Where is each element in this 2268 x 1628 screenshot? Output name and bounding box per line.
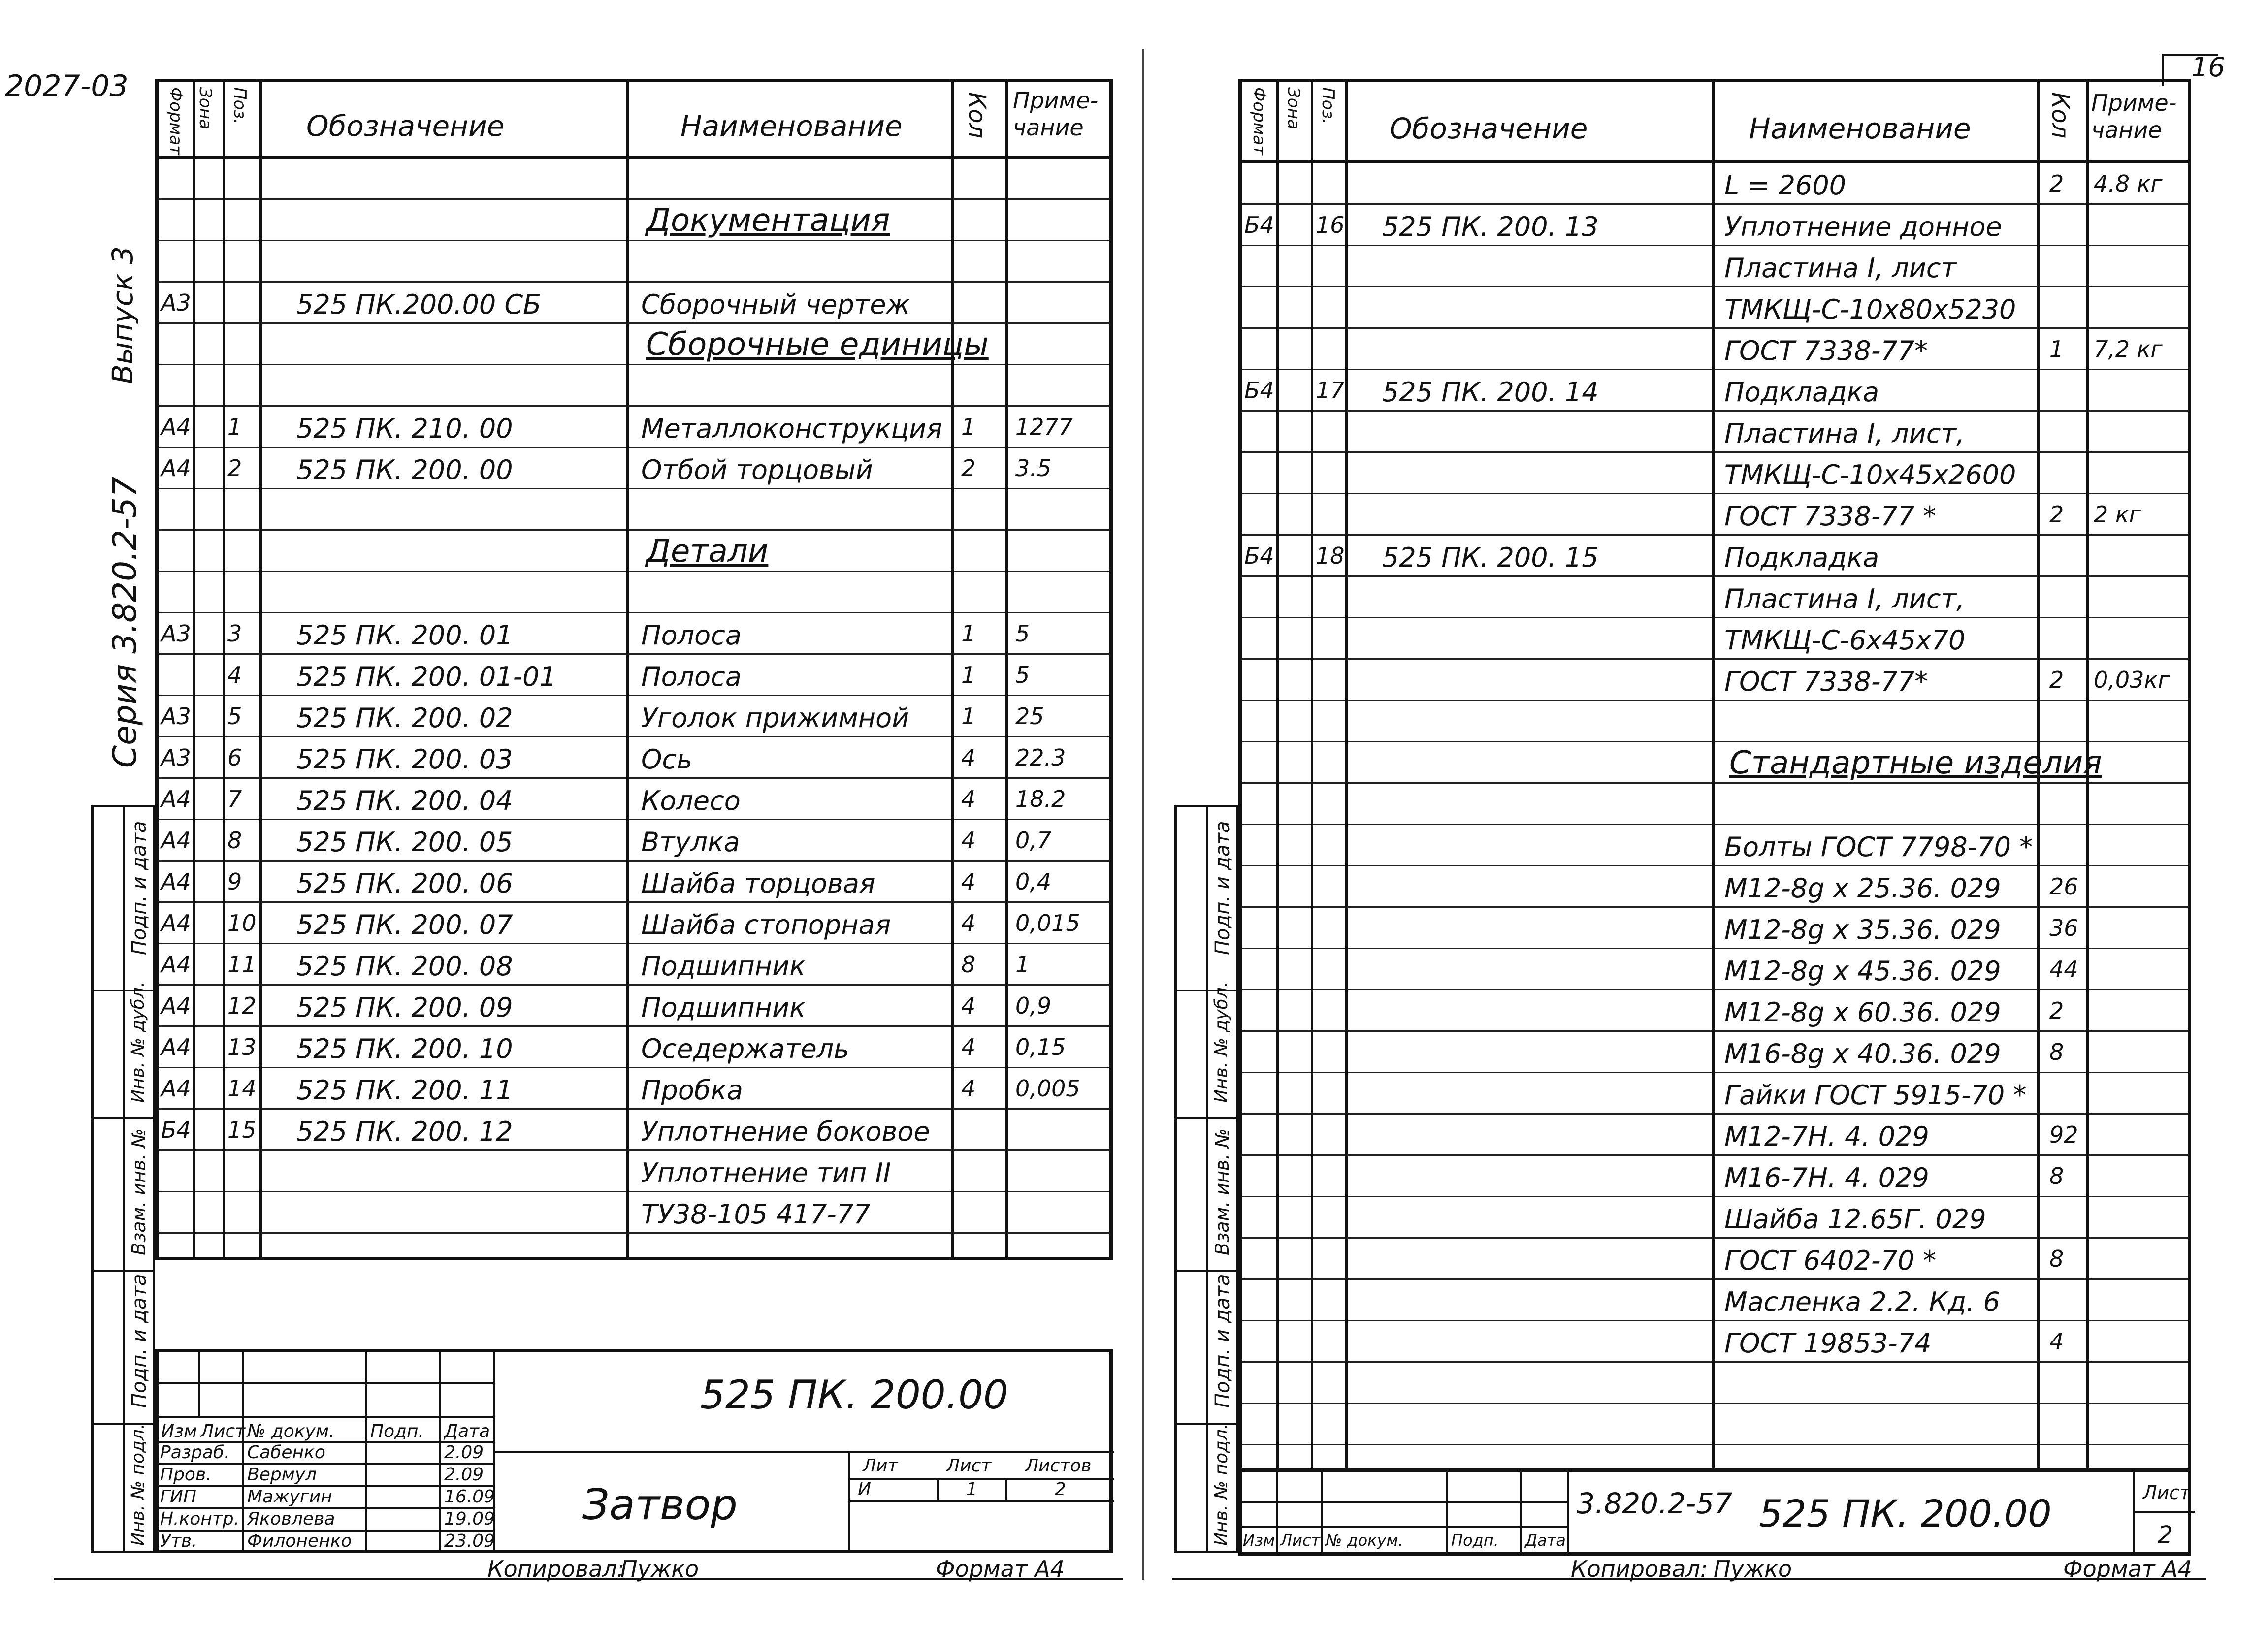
- r-hdr-qty: Кол: [2046, 92, 2074, 139]
- hdr-name: Наименование: [680, 109, 903, 143]
- left-cell-pos: 15: [227, 1117, 257, 1143]
- left-cell-note: 0,005: [1015, 1075, 1080, 1102]
- left-cell-format: А4: [161, 951, 191, 978]
- tb-role-date: 19.09: [444, 1509, 495, 1529]
- right-cell-qty: 8: [2049, 1245, 2064, 1272]
- right-cell-qty: 2: [2049, 997, 2064, 1024]
- left-cell-note: 5: [1015, 662, 1030, 688]
- rt-doc-code: 525 ПК. 200.00: [1759, 1492, 2052, 1535]
- right-row-line: [1242, 246, 2188, 287]
- right-cell-name: ГОСТ 19853-74: [1724, 1328, 1932, 1359]
- right-cell-name: Уплотнение донное: [1724, 211, 2002, 242]
- left-cell-designation: 525 ПК. 200. 05: [296, 827, 513, 858]
- left-cell-pos: 11: [227, 951, 257, 978]
- left-cell-designation: 525 ПК.200.00 СБ: [296, 289, 542, 320]
- left-cell-qty: 4: [961, 744, 976, 771]
- right-row-line: [1242, 577, 2188, 618]
- left-cell-pos: 9: [227, 868, 242, 895]
- right-spec-table: [1238, 79, 2191, 1472]
- right-cell-qty: 92: [2049, 1121, 2078, 1148]
- left-cell-qty: 1: [961, 703, 976, 730]
- right-cell-name: Пластина I, лист,: [1724, 583, 1965, 614]
- r-stamp-podp-data-1: Подп. и дата: [1211, 821, 1234, 955]
- tb-sheet-value: 1: [966, 1479, 977, 1500]
- right-cell-name: М16-7Н. 4. 029: [1724, 1162, 1929, 1193]
- left-cell-format: Б4: [161, 1117, 191, 1143]
- left-cell-qty: 4: [961, 992, 976, 1019]
- left-row-line: [159, 200, 1109, 241]
- left-cell-name: Втулка: [641, 827, 740, 858]
- left-cell-format: А3: [161, 289, 191, 316]
- right-cell-qty: 4: [2049, 1328, 2064, 1355]
- right-cell-designation: 525 ПК. 200. 14: [1382, 377, 1599, 408]
- right-footer-copier: Пужко: [1714, 1556, 1792, 1582]
- right-cell-qty: 26: [2049, 873, 2078, 900]
- left-footer-format: Формат А4: [936, 1556, 1065, 1582]
- right-row-line: [1242, 287, 2188, 329]
- left-cell-designation: 525 ПК. 200. 11: [296, 1075, 513, 1106]
- r-hdr-pos: Поз.: [1318, 87, 1338, 125]
- right-row-line: [1242, 949, 2188, 990]
- right-cell-note: 2 кг: [2094, 501, 2141, 528]
- left-cell-qty: 2: [961, 455, 976, 481]
- tb-role-name: Вермул: [247, 1465, 317, 1485]
- right-row-line: [1242, 1239, 2188, 1280]
- right-cell-format: Б4: [1244, 377, 1274, 404]
- tb-role-role: Утв.: [160, 1531, 197, 1551]
- left-cell-name: Колесо: [641, 785, 741, 816]
- right-cell-name: М12-8g x 25.36. 029: [1724, 873, 2001, 904]
- left-cell-format: А3: [161, 744, 191, 771]
- tb-role-role: Н.контр.: [160, 1509, 240, 1529]
- hdr-zone: Зона: [195, 87, 215, 129]
- stamp-inv-podl: Инв. № подл.: [128, 1423, 148, 1546]
- right-row-line: [1242, 412, 2188, 453]
- left-cell-designation: 525 ПК. 200. 10: [296, 1033, 513, 1064]
- left-cell-name: Пробка: [641, 1075, 743, 1106]
- left-cell-name: Уплотнение тип II: [641, 1157, 891, 1188]
- r-hdr-name: Наименование: [1749, 112, 1971, 145]
- left-cell-name: Уплотнение боковое: [641, 1116, 930, 1147]
- right-cell-format: Б4: [1244, 543, 1274, 569]
- right-cell-qty: 2: [2049, 170, 2064, 197]
- tb-product-name: Затвор: [582, 1480, 738, 1530]
- left-cell-pos: 14: [227, 1075, 257, 1102]
- right-cell-name: М16-8g x 40.36. 029: [1724, 1038, 2001, 1069]
- issue-label: Выпуск 3: [106, 246, 139, 384]
- right-row-line: [1242, 329, 2188, 370]
- left-cell-name: Полоса: [641, 661, 742, 692]
- tb-role-role: ГИП: [160, 1487, 197, 1507]
- left-cell-name: Подшипник: [641, 951, 806, 982]
- left-cell-name: Сборочный чертеж: [641, 289, 910, 320]
- left-row-line: [159, 572, 1109, 613]
- right-cell-pos: 18: [1316, 543, 1345, 569]
- right-cell-name: Болты ГОСТ 7798-70 *: [1724, 831, 2033, 862]
- stamp-podp-data-1: Подп. и дата: [128, 821, 151, 955]
- right-row-line: [1242, 784, 2188, 825]
- rt-col-data: Дата: [1525, 1531, 1566, 1550]
- rt-col-izm: Изм: [1243, 1531, 1275, 1550]
- left-cell-format: А4: [161, 414, 191, 440]
- left-cell-name: Детали: [646, 533, 769, 570]
- right-cell-pos: 16: [1316, 212, 1345, 238]
- r-hdr-format: Формат: [1249, 87, 1269, 155]
- right-cell-qty: 44: [2049, 956, 2078, 983]
- rt-sheet-value: 2: [2158, 1521, 2173, 1549]
- right-row-line: [1242, 1197, 2188, 1239]
- r-hdr-designation: Обозначение: [1390, 112, 1588, 145]
- right-row-line: [1242, 618, 2188, 660]
- right-row-line: [1242, 866, 2188, 908]
- rt-col-list: Лист: [1280, 1531, 1321, 1550]
- left-cell-name: Документация: [646, 202, 890, 239]
- left-cell-note: 0,9: [1015, 992, 1052, 1019]
- left-cell-name: Полоса: [641, 620, 742, 651]
- tb-role-role: Пров.: [160, 1465, 212, 1485]
- left-cell-pos: 8: [227, 827, 242, 854]
- right-row-line: [1242, 990, 2188, 1032]
- rt-col-podp: Подп.: [1451, 1531, 1499, 1550]
- right-cell-name: ТМКЩ-С-6x45x70: [1724, 625, 1966, 656]
- tb-role-name: Сабенко: [247, 1442, 325, 1463]
- right-cell-format: Б4: [1244, 212, 1274, 238]
- rt-series: 3.820.2-57: [1577, 1487, 1733, 1520]
- right-row-line: [1242, 1404, 2188, 1445]
- left-cell-pos: 6: [227, 744, 242, 771]
- right-cell-pos: 17: [1316, 377, 1345, 404]
- left-cell-format: А4: [161, 992, 191, 1019]
- tb-col-data: Дата: [444, 1421, 490, 1441]
- left-cell-format: А4: [161, 786, 191, 812]
- left-cell-note: 1277: [1015, 414, 1073, 440]
- left-footer-copied: Копировал:: [487, 1556, 625, 1582]
- hdr-designation: Обозначение: [306, 109, 505, 143]
- left-cell-pos: 1: [227, 414, 242, 440]
- left-cell-name: ТУ38-105 417-77: [641, 1199, 871, 1230]
- left-cell-note: 3.5: [1015, 455, 1052, 481]
- right-cell-qty: 2: [2049, 667, 2064, 693]
- right-cell-name: ГОСТ 7338-77*: [1724, 666, 1928, 697]
- left-cell-designation: 525 ПК. 200. 00: [296, 454, 513, 485]
- right-cell-name: М12-8g x 35.36. 029: [1724, 914, 2001, 945]
- right-cell-name: Пластина I, лист,: [1724, 418, 1965, 449]
- left-cell-note: 0,015: [1015, 910, 1080, 936]
- left-cell-pos: 2: [227, 455, 242, 481]
- right-cell-name: Подкладка: [1724, 542, 1879, 573]
- left-cell-qty: 1: [961, 620, 976, 647]
- right-cell-name: ТМКЩ-С-10x80x5230: [1724, 294, 2016, 325]
- left-cell-designation: 525 ПК. 200. 04: [296, 785, 513, 816]
- left-cell-name: Подшипник: [641, 992, 806, 1023]
- right-cell-name: Шайба 12.65Г. 029: [1724, 1204, 1986, 1235]
- corner-code: 2027-03: [5, 69, 129, 103]
- left-cell-designation: 525 ПК. 200. 06: [296, 868, 513, 899]
- r-hdr-note: Приме- чание: [2091, 90, 2177, 144]
- left-cell-designation: 525 ПК. 200. 01: [296, 620, 513, 651]
- right-cell-name: Масленка 2.2. Кд. 6: [1724, 1286, 2000, 1317]
- right-cell-note: 7,2 кг: [2094, 336, 2163, 362]
- right-row-line: [1242, 453, 2188, 494]
- left-cell-designation: 525 ПК. 200. 01-01: [296, 661, 556, 692]
- r-stamp-inv-dubl: Инв. № дубл.: [1211, 981, 1231, 1103]
- left-cell-pos: 5: [227, 703, 242, 730]
- left-cell-qty: 4: [961, 827, 976, 854]
- left-footer-copier: Пужко: [620, 1556, 699, 1582]
- right-cell-name: М12-7Н. 4. 029: [1724, 1121, 1929, 1152]
- left-cell-designation: 525 ПК. 210. 00: [296, 413, 513, 444]
- left-cell-qty: 4: [961, 786, 976, 812]
- right-row-line: [1242, 1280, 2188, 1321]
- left-cell-qty: 4: [961, 1075, 976, 1102]
- right-row-line: [1242, 494, 2188, 536]
- left-cell-name: Ось: [641, 744, 693, 775]
- left-cell-note: 18.2: [1015, 786, 1066, 812]
- left-cell-name: Шайба торцовая: [641, 868, 875, 899]
- tb-role-date: 16.09: [444, 1487, 495, 1507]
- tb-lit-value: И: [858, 1479, 871, 1500]
- tb-role-name: Мажугин: [247, 1487, 332, 1507]
- right-cell-name: Гайки ГОСТ 5915-70 *: [1724, 1080, 2027, 1111]
- tb-role-name: Филоненко: [247, 1531, 352, 1551]
- left-row-line: [159, 365, 1109, 407]
- left-cell-designation: 525 ПК. 200. 09: [296, 992, 513, 1023]
- right-row-line: [1242, 1156, 2188, 1197]
- tb-doc-code: 525 ПК. 200.00: [700, 1372, 1008, 1418]
- left-cell-format: А3: [161, 620, 191, 647]
- left-row-line: [159, 1151, 1109, 1192]
- right-footer-format: Формат А4: [2063, 1556, 2192, 1582]
- right-row-line: [1242, 1032, 2188, 1073]
- tb-role-date: 23.09: [444, 1531, 495, 1551]
- left-cell-qty: 4: [961, 868, 976, 895]
- right-cell-qty: 2: [2049, 501, 2064, 528]
- r-stamp-podp-data-2: Подп. и дата: [1211, 1274, 1234, 1408]
- left-row-line: [159, 1192, 1109, 1234]
- right-side-stamps: [1174, 805, 1238, 1553]
- left-cell-designation: 525 ПК. 200. 02: [296, 702, 513, 734]
- right-row-line: [1242, 163, 2188, 205]
- right-footer-copied: Копировал:: [1571, 1556, 1708, 1582]
- left-cell-name: Металлоконструкция: [641, 413, 942, 444]
- fold-line: [1142, 49, 1144, 1580]
- right-row-line: [1242, 1321, 2188, 1363]
- right-row-line: [1242, 1073, 2188, 1115]
- right-cell-name: Стандартные изделия: [1729, 745, 2102, 781]
- left-cell-format: А4: [161, 1034, 191, 1060]
- left-cell-qty: 4: [961, 1034, 976, 1060]
- left-cell-note: 25: [1015, 703, 1044, 730]
- tb-col-list: Лист: [200, 1421, 246, 1441]
- left-cell-note: 22.3: [1015, 744, 1066, 771]
- stamp-vzam-inv: Взам. инв. №: [128, 1128, 150, 1255]
- right-cell-name: Пластина I, лист: [1724, 253, 1957, 284]
- right-title-block-frame: [1238, 1472, 2191, 1556]
- left-cell-format: А3: [161, 703, 191, 730]
- left-cell-name: Отбой торцовый: [641, 454, 873, 485]
- left-cell-name: Уголок прижимной: [641, 702, 909, 734]
- left-row-line: [159, 159, 1109, 200]
- right-row-line: [1242, 660, 2188, 701]
- left-row-line: [159, 241, 1109, 283]
- left-row-line: [159, 531, 1109, 572]
- left-cell-qty: 1: [961, 662, 976, 688]
- tb-sheet-label: Лист: [946, 1456, 992, 1476]
- right-cell-name: ГОСТ 7338-77*: [1724, 335, 1928, 366]
- right-cell-note: 4.8 кг: [2094, 170, 2163, 197]
- left-cell-note: 0,7: [1015, 827, 1052, 854]
- left-cell-name: Шайба стопорная: [641, 909, 891, 940]
- right-cell-designation: 525 ПК. 200. 13: [1382, 211, 1599, 242]
- right-cell-name: ТМКЩ-С-10x45x2600: [1724, 459, 2016, 490]
- hdr-qty: Кол: [963, 92, 991, 139]
- right-cell-qty: 1: [2049, 336, 2064, 362]
- series-label: Серия 3.820.2-57: [106, 477, 144, 768]
- left-cell-designation: 525 ПК. 200. 03: [296, 744, 513, 775]
- right-row-line: [1242, 1115, 2188, 1156]
- right-row-line: [1242, 908, 2188, 949]
- left-title-block: [155, 1349, 1113, 1553]
- right-cell-name: Подкладка: [1724, 377, 1879, 408]
- left-row-line: [159, 489, 1109, 531]
- left-cell-pos: 13: [227, 1034, 257, 1060]
- tb-col-izm: Изм: [161, 1421, 197, 1441]
- tb-sheets-value: 2: [1055, 1479, 1066, 1500]
- right-cell-qty: 8: [2049, 1163, 2064, 1189]
- tb-sheets-label: Листов: [1025, 1456, 1092, 1476]
- left-cell-pos: 4: [227, 662, 242, 688]
- tb-role-date: 2.09: [444, 1465, 484, 1485]
- left-cell-note: 1: [1015, 951, 1030, 978]
- left-cell-format: А4: [161, 827, 191, 854]
- left-spec-table: [155, 79, 1113, 1260]
- stamp-podp-data-2: Подп. и дата: [128, 1274, 151, 1408]
- left-cell-name: Оседержатель: [641, 1033, 850, 1064]
- left-cell-pos: 7: [227, 786, 242, 812]
- right-cell-name: L = 2600: [1724, 170, 1847, 201]
- tb-role-name: Яковлева: [247, 1509, 335, 1529]
- left-cell-name: Сборочные единицы: [646, 326, 989, 363]
- tb-col-ndoc: № докум.: [247, 1421, 335, 1441]
- right-cell-name: ГОСТ 6402-70 *: [1724, 1245, 1937, 1276]
- right-cell-qty: 8: [2049, 1039, 2064, 1065]
- right-cell-name: ГОСТ 7338-77 *: [1724, 501, 1937, 532]
- left-cell-qty: 1: [961, 414, 976, 440]
- tb-lit-label: Лит: [863, 1456, 898, 1476]
- left-cell-pos: 3: [227, 620, 242, 647]
- hdr-pos: Поз.: [230, 87, 250, 125]
- rt-sheet-label: Лист: [2143, 1482, 2191, 1503]
- hdr-note: Приме- чание: [1013, 87, 1099, 141]
- right-cell-qty: 36: [2049, 915, 2078, 941]
- page-number: 16: [2191, 52, 2225, 83]
- left-cell-designation: 525 ПК. 200. 07: [296, 909, 513, 940]
- right-row-line: [1242, 825, 2188, 866]
- right-row-line: [1242, 1363, 2188, 1404]
- tb-role-role: Разраб.: [160, 1442, 230, 1463]
- left-cell-format: А4: [161, 455, 191, 481]
- right-cell-name: М12-8g x 45.36. 029: [1724, 956, 2001, 987]
- rt-col-ndoc: № докум.: [1326, 1531, 1403, 1550]
- left-cell-pos: 12: [227, 992, 257, 1019]
- left-cell-note: 0,4: [1015, 868, 1052, 895]
- left-cell-note: 0,15: [1015, 1034, 1066, 1060]
- left-side-stamps: [91, 805, 155, 1553]
- right-cell-designation: 525 ПК. 200. 15: [1382, 542, 1599, 573]
- left-cell-designation: 525 ПК. 200. 08: [296, 951, 513, 982]
- hdr-format: Формат: [166, 87, 186, 155]
- tb-col-podp: Подп.: [370, 1421, 424, 1441]
- left-cell-format: А4: [161, 868, 191, 895]
- tb-role-date: 2.09: [444, 1442, 484, 1463]
- stamp-inv-dubl: Инв. № дубл.: [128, 981, 148, 1103]
- r-stamp-vzam-inv: Взам. инв. №: [1211, 1128, 1233, 1255]
- left-cell-designation: 525 ПК. 200. 12: [296, 1116, 513, 1147]
- left-cell-qty: 8: [961, 951, 976, 978]
- right-row-line: [1242, 701, 2188, 742]
- left-cell-note: 5: [1015, 620, 1030, 647]
- left-cell-format: А4: [161, 910, 191, 936]
- right-cell-note: 0,03кг: [2094, 667, 2170, 693]
- left-cell-qty: 4: [961, 910, 976, 936]
- r-hdr-zone: Зона: [1284, 87, 1303, 129]
- left-cell-pos: 10: [227, 910, 257, 936]
- right-cell-name: М12-8g x 60.36. 029: [1724, 997, 2001, 1028]
- r-stamp-inv-podl: Инв. № подл.: [1211, 1423, 1231, 1546]
- left-cell-format: А4: [161, 1075, 191, 1102]
